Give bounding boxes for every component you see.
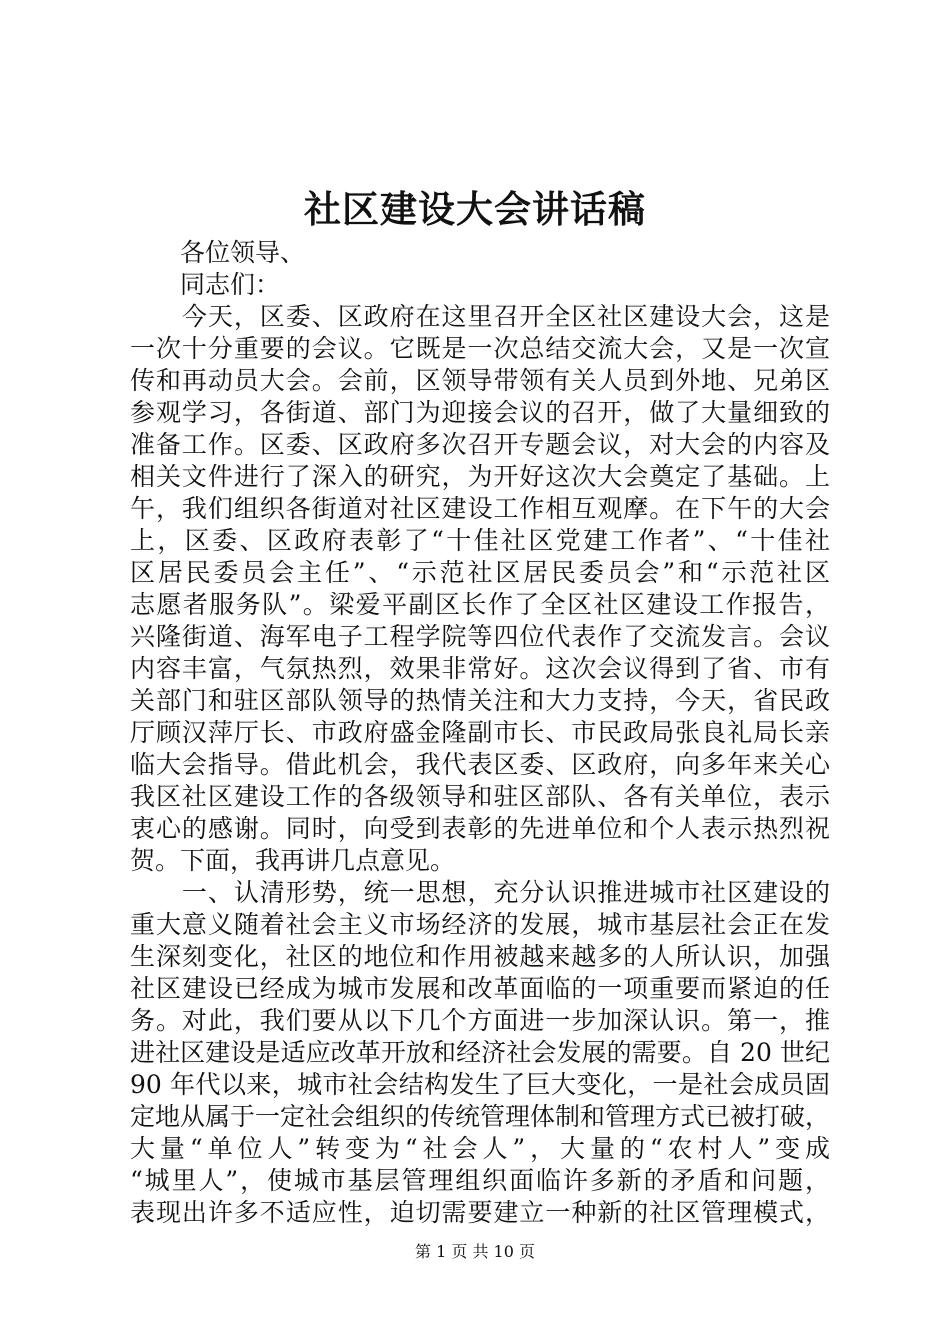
- body-text-line: 准备工作。区委、区政府多次召开专题会议，对大会的内容及: [130, 430, 830, 459]
- body-text-line: 各位领导、: [130, 238, 306, 267]
- body-text-line: 表现出许多不适应性，迫切需要建立一种新的社区管理模式，: [130, 1198, 830, 1227]
- body-text-line: 今天，区委、区政府在这里召开全区社区建设大会，这是: [130, 302, 830, 331]
- body-text-line: 厅顾汉萍厅长、市政府盛金隆副市长、市民政局张良礼局长亲: [130, 718, 830, 747]
- body-text-line: 贺。下面，我再讲几点意见。: [130, 846, 456, 875]
- body-text-line: 一次十分重要的会议。它既是一次总结交流大会，又是一次宣: [130, 334, 830, 363]
- body-text-line: 重大意义随着社会主义市场经济的发展，城市基层社会正在发: [130, 910, 830, 939]
- body-text-line: 定地从属于一定社会组织的传统管理体制和管理方式已被打破，: [130, 1102, 830, 1131]
- body-text-line: 进社区建设是适应改革开放和经济社会发展的需要。自 20 世纪: [130, 1038, 830, 1067]
- body-text-line: 大量“单位人”转变为“社会人”，大量的“农村人”变成: [130, 1134, 830, 1163]
- body-text-line: 区居民委员会主任”、“示范社区居民委员会”和“示范社区: [130, 558, 830, 587]
- body-text-line: 志愿者服务队”。梁爱平副区长作了全区社区建设工作报告，: [130, 590, 830, 619]
- body-text-line: 兴隆街道、海军电子工程学院等四位代表作了交流发言。会议: [130, 622, 830, 651]
- body-text-line: 关部门和驻区部队领导的热情关注和大力支持，今天，省民政: [130, 686, 830, 715]
- body-text-line: 我区社区建设工作的各级领导和驻区部队、各有关单位，表示: [130, 782, 830, 811]
- body-text-line: 生深刻变化，社区的地位和作用被越来越多的人所认识，加强: [130, 942, 830, 971]
- body-text-line: “城里人”，使城市基层管理组织面临许多新的矛盾和问题，: [130, 1166, 830, 1195]
- document-title: 社区建设大会讲话稿: [304, 187, 646, 231]
- body-text-line: 90 年代以来，城市社会结构发生了巨大变化，一是社会成员固: [130, 1070, 830, 1099]
- body-text-line: 参观学习，各街道、部门为迎接会议的召开，做了大量细致的: [130, 398, 830, 427]
- body-text-line: 社区建设已经成为城市发展和改革面临的一项重要而紧迫的任: [130, 974, 830, 1003]
- document-body: [130, 237, 830, 1229]
- body-text-line: 务。对此，我们要从以下几个方面进一步加深认识。第一，推: [130, 1006, 830, 1035]
- body-text-line: 相关文件进行了深入的研究，为开好这次大会奠定了基础。上: [130, 462, 830, 491]
- body-text-line: 内容丰富，气氛热烈，效果非常好。这次会议得到了省、市有: [130, 654, 830, 683]
- page-number-footer: 第 1 页 共 10 页: [415, 1242, 535, 1261]
- body-text-line: 传和再动员大会。会前，区领导带领有关人员到外地、兄弟区: [130, 366, 830, 395]
- body-text-line: 临大会指导。借此机会，我代表区委、区政府，向多年来关心: [130, 750, 830, 779]
- body-text-line: 午，我们组织各街道对社区建设工作相互观摩。在下午的大会: [130, 494, 830, 523]
- body-text-line: 衷心的感谢。同时，向受到表彰的先进单位和个人表示热烈祝: [130, 814, 830, 843]
- body-text-line: 同志们：: [130, 270, 281, 299]
- body-text-line: 上，区委、区政府表彰了“十佳社区党建工作者”、“十佳社: [130, 526, 830, 555]
- body-text-line: 一、认清形势，统一思想，充分认识推进城市社区建设的: [130, 878, 830, 907]
